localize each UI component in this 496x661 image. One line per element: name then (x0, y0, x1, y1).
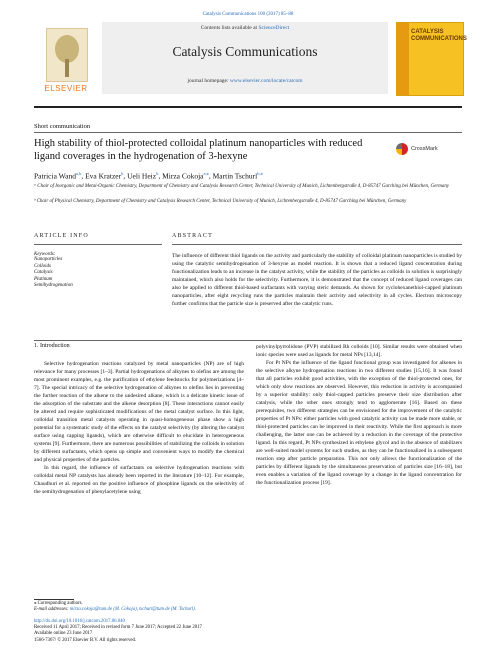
keywords-label: Keywords: (34, 252, 56, 257)
abstract-bottom-rule (34, 340, 462, 341)
homepage-line (102, 78, 388, 84)
keyword: Nanoparticles (34, 257, 63, 262)
author-affil-marker[interactable]: b,⁎ (257, 171, 263, 176)
publisher-name: ELSEVIER (44, 84, 88, 93)
affiliation: ᵃ Chair of Inorganic and Metal-Organic Chemistry, Department of Chemistry and Catalysis Research Center, Technical University of Munich, Lichtenbergstraße 4, D-85747 Garching bei München, Germany (34, 184, 450, 189)
paragraph: polyvinylpyrrolidone (PVP) stabilized Rh colloids [10]. Similar results were obtained when ionic species were used as ligands for metal NPs [13,14]. (256, 344, 462, 358)
sciencedirect-link[interactable]: ScienceDirect (258, 25, 290, 31)
header-rule (34, 106, 462, 108)
author-affil-marker[interactable]: a,⁎ (203, 171, 209, 176)
journal-banner (102, 22, 388, 94)
left-column (34, 360, 244, 496)
right-column (256, 343, 462, 487)
section-heading: 1. Introduction (34, 343, 70, 349)
doi-link[interactable]: http://dx.doi.org/10.1016/j.catcom.2017.06.040 (34, 619, 125, 624)
article-info-rule (34, 244, 162, 245)
tree-logo-icon (46, 28, 88, 82)
author-name[interactable]: Martin Tschurl (212, 171, 258, 181)
cover-title: CATALYSIS COMMUNICATIONS (411, 29, 467, 42)
footnote-corresponding: ⁎ Corresponding authors. (34, 601, 83, 606)
affiliation: ᵇ Chair of Physical Chemistry, Department of Chemistry and Catalysis Research Center, Technical University of Munich, Lichtenbergstraße 4, D-85747 Garching bei München, Germany (34, 199, 407, 204)
article-title: High stability of thiol-protected colloidal platinum nanoparticles with reduced ligand coverages in the hydrogenation of 3-hexyne (34, 138, 363, 162)
keyword: Catalysis (34, 270, 53, 275)
contents-prefix: Contents lists available at (200, 25, 259, 31)
available-online: Available online 23 June 2017 (34, 631, 93, 637)
author-name[interactable]: Patricia Wand (34, 171, 76, 181)
homepage-link[interactable]: www.elsevier.com/locate/catcom (229, 78, 303, 84)
footnote-rule (34, 599, 74, 600)
doi-block (34, 619, 334, 644)
elsevier-logo[interactable] (34, 22, 98, 102)
author-affil-marker[interactable]: b (156, 171, 159, 176)
crossmark-badge[interactable] (396, 143, 462, 157)
journal-cover-thumbnail[interactable] (396, 22, 467, 96)
abstract-rule (172, 244, 462, 245)
abstract-heading: ABSTRACT (172, 233, 213, 239)
cover-stripe (397, 23, 409, 95)
author-affil-marker[interactable]: a,b (75, 171, 82, 176)
received-dates: Received 11 April 2017; Received in revised form 7 June 2017; Accepted 22 June 2017 (34, 625, 202, 631)
journal-title: Catalysis Communications (172, 44, 318, 59)
author-name[interactable]: Eva Kratzer (85, 171, 122, 181)
article-info-heading: ARTICLE INFO (34, 233, 89, 239)
keyword: Colloids (34, 263, 51, 269)
contents-line (102, 25, 388, 31)
author-name[interactable]: Mirza Cokoja (162, 171, 204, 181)
crossmark-label: CrossMark (411, 146, 438, 152)
copyright: 1566-7367/ © 2017 Elsevier B.V. All rights reserved. (34, 637, 137, 643)
masthead (34, 22, 467, 102)
paragraph: For Pt NPs the influence of the ligand functional group was investigated for alkenes in the selective alkyne hydrogenation reactions in two different studies [15,16]. It was found that all particles exhibit good activities, with the exception of the thiol-protected ones, for which only slow reactions are observed. However, this reduction in activity is accompanied by a superior stability: only thiol-capped particles preserve their size distribution after catalysis, while the other ones strongly tend to agglomerate [16]. Based on these prerequisites, two different strategies can be envisioned for the improvement of the catalytic properties of Pt NPs: either particles with good catalytic activity can be made more stable, or thiol-protected particles can be improved in their reactivity. While the first approach is more challenging, the latter one can be achieved by a reduction in the coverage of the protective ligand. In this regard, Pt NPs synthesized in ethylene glycol and in the absence of stabilizers are well-suited model systems for such studies, as they can be functionalized in a subsequent reaction step after particle preparation. This not only allows the functionalization of the particles by different ligands by the simultaneous preservation of particles size [16–18], but even enables a variation of the ligand coverage by a change in the ligand concentration for the functionalization process [19]. (256, 360, 462, 486)
keyword: Platinum (34, 276, 53, 282)
paragraph: In this regard, the influence of surfactants on selective hydrogenation reactions with colloidal metal NP catalysts has already been reported in the literature [10–12]. For example, Chaudhuri et al. reported on the positive influence of phosphine ligands on the selectivity of the semihydrogenation of phenylacetylene using (34, 465, 244, 495)
author-list: Patricia Wand$^{a,b}$, Eva Kratzer$^b$, Ueli Heiz$^b$, Mirza Cokoja$^{a,⁎}$, Martin Tschurl$^{b,⁎}$ (34, 171, 263, 181)
keywords-block (34, 252, 162, 290)
type-rule (34, 132, 462, 133)
homepage-prefix: journal homepage: (187, 78, 230, 84)
journal-reference[interactable]: Catalysis Communications 100 (2017) 85–88 (202, 12, 294, 17)
author-name[interactable]: Ueli Heiz (127, 171, 157, 181)
crossmark-icon (396, 143, 408, 155)
article-type: Short communication (34, 123, 91, 130)
paragraph: Selective hydrogenation reactions catalyzed by metal nanoparticles (NP) are of high relevance for many processes [1–3]. Partial hydrogenations of alkynes to olefins are among the most prominent examples, e.g. the purification of ethylene feedstocks for polymerizations [4–7]. The special intricacy of the selective hydrogenation of alkynes to olefins lies in preventing the further reaction of the alkene to the undesired alkane, which is a delicate kinetic issue of the adsorption of the substrate and the alkene desorption [8]. These interactions cannot easily be altered and require sophisticated modifications of the metal catalyst surface. In this light, colloidal transition metal catalysts operating in quasi-homogeneous phase show a high potential for a systematic study of the effects on the catalyst selectivity (by altering the catalyst surface using capping ligands), which are otherwise difficult to elucidate in heterogeneous systems [9]. Furthermore, there are numerous possibilities of stabilizing the colloids in solution by different surfactants, which opens up simple and convenient ways to modify the chemical and physical properties of the particles. (34, 361, 244, 463)
email-label: E-mail addresses: (34, 607, 70, 612)
keyword: Semihydrogenation (34, 283, 73, 288)
email-links[interactable]: mirza.cokoja@tum.de (M. Cokoja), tschurl@tum.de (M. Tschurl). (69, 607, 196, 612)
abstract-text: The influence of different thiol ligands on the activity and particularly the stability of colloidal platinum nanoparticles is studied by using the catalytic semihydrogenation of 3-hexyne as model reaction. It is shown that a reduced ligand concentration during functionalization leads to an increase in the catalyst activity, while the stability of the particles as colloids in solution is surprisingly maintained, which also holds for the selectivity. Furthermore, it is demonstrated that the concept of reduced ligand coverages can also be applied to different thiol-based surfactants with varying steric demands. As shown for cyclohexanethiol-capped platinum nanoparticles, after eight recycling runs the particles maintain their activity and selectivity in all cycles. Electron microscopy further confirms that the particle size is preserved after the catalytic runs. (172, 253, 462, 307)
footnote-emails (34, 607, 244, 613)
author-affil-marker[interactable]: b (121, 171, 124, 176)
